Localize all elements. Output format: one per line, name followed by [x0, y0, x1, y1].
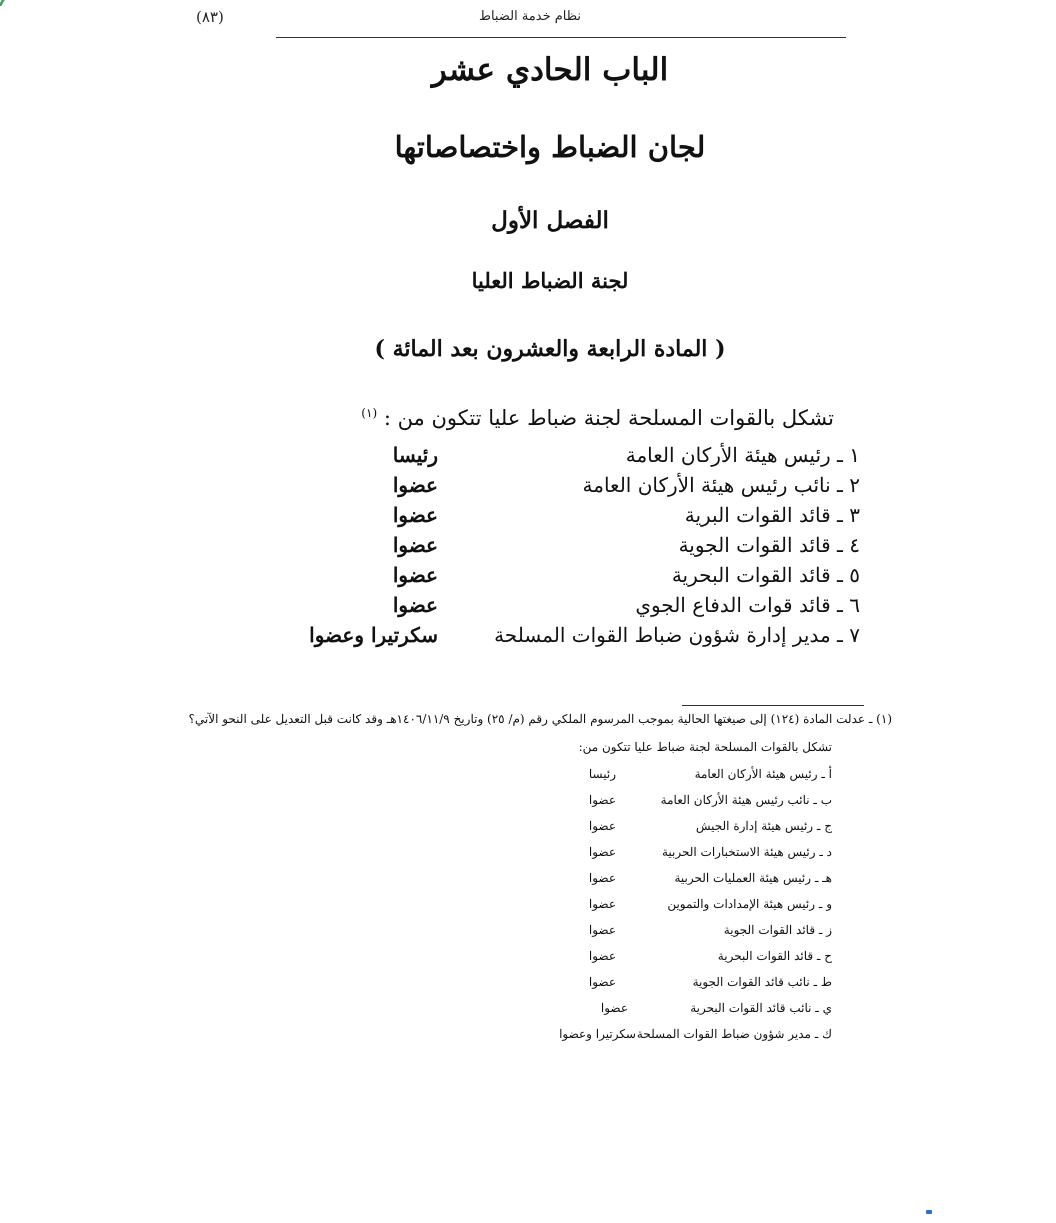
old-member-name: ك ـ مدير شؤون ضباط القوات المسلحة — [636, 1027, 832, 1041]
old-member-name: ز ـ قائد القوات الجوية — [723, 923, 832, 937]
member-role: عضوا — [392, 593, 438, 617]
member-name: ٤ ـ قائد القوات الجوية — [678, 533, 860, 557]
member-role: عضوا — [392, 473, 438, 497]
member-name: ٢ ـ نائب رئيس هيئة الأركان العامة — [582, 473, 860, 497]
chapter-title: الفصل الأول — [491, 207, 609, 234]
article-intro — [361, 406, 834, 430]
member-role: عضوا — [392, 563, 438, 587]
old-member-name: و ـ رئيس هيئة الإمدادات والتموين — [667, 897, 832, 911]
page-number: (٨٣) — [196, 8, 224, 26]
old-member-role: عضوا — [588, 949, 616, 963]
old-member-role: رئيسا — [588, 767, 616, 781]
member-name: ٥ ـ قائد القوات البحرية — [671, 563, 860, 587]
old-member-role: عضوا — [600, 1001, 628, 1015]
part-title: الباب الحادي عشر — [431, 52, 669, 88]
member-role: سكرتيرا وعضوا — [309, 623, 438, 647]
old-member-name: ح ـ قائد القوات البحرية — [717, 949, 832, 963]
old-member-role: عضوا — [588, 871, 616, 885]
member-role: عضوا — [392, 533, 438, 557]
corner-mark — [0, 0, 5, 6]
article-title: ( المادة الرابعة والعشرون بعد المائة ) — [374, 336, 726, 362]
member-name: ١ ـ رئيس هيئة الأركان العامة — [625, 443, 860, 467]
old-member-name: د ـ رئيس هيئة الاستخبارات الحربية — [661, 845, 832, 859]
old-member-name: ط ـ نائب قائد القوات الجوية — [692, 975, 832, 989]
old-member-role: عضوا — [588, 975, 616, 989]
header-title: نظام خدمة الضباط — [478, 9, 582, 24]
member-role: رئيسا — [392, 443, 438, 467]
old-member-role: عضوا — [588, 793, 616, 807]
header-divider — [276, 37, 846, 38]
old-member-name: ي ـ نائب قائد القوات البحرية — [690, 1001, 832, 1015]
old-member-name: ب ـ نائب رئيس هيئة الأركان العامة — [660, 793, 832, 807]
scan-mark — [926, 1210, 932, 1214]
member-name: ٣ ـ قائد القوات البرية — [684, 503, 860, 527]
footnote-intro: تشكل بالقوات المسلحة لجنة ضباط عليا تتكون من: — [578, 740, 832, 754]
footnote-reference: (١) — [361, 406, 378, 420]
part-subtitle: لجان الضباط واختصاصاتها — [394, 130, 706, 164]
old-member-name: أ ـ رئيس هيئة الأركان العامة — [694, 767, 832, 781]
member-name: ٦ ـ قائد قوات الدفاع الجوي — [635, 593, 860, 617]
old-member-role: عضوا — [588, 923, 616, 937]
old-member-role: عضوا — [588, 897, 616, 911]
old-member-role: عضوا — [588, 819, 616, 833]
footnote-text: (١) ـ عدلت المادة (١٢٤) إلى صيغتها الحالية بموجب المرسوم الملكي رقم (م/ ٢٥) وتاريخ ١٤٠٦/١١/٩هـ وقد كانت قبل التعديل على النحو الآتي؟ — [188, 712, 892, 726]
member-name: ٧ ـ مدير إدارة شؤون ضباط القوات المسلحة — [494, 623, 860, 647]
old-member-name: ج ـ رئيس هيئة إدارة الجيش — [695, 819, 832, 833]
section-title: لجنة الضباط العليا — [471, 268, 629, 293]
member-role: عضوا — [392, 503, 438, 527]
old-member-name: هـ ـ رئيس هيئة العمليات الحربية — [674, 871, 832, 885]
article-intro-text: تشكل بالقوات المسلحة لجنة ضباط عليا تتكون من : — [383, 406, 834, 430]
footnote-divider — [682, 705, 864, 706]
old-member-role: سكرتيرا وعضوا — [559, 1027, 636, 1041]
old-member-role: عضوا — [588, 845, 616, 859]
